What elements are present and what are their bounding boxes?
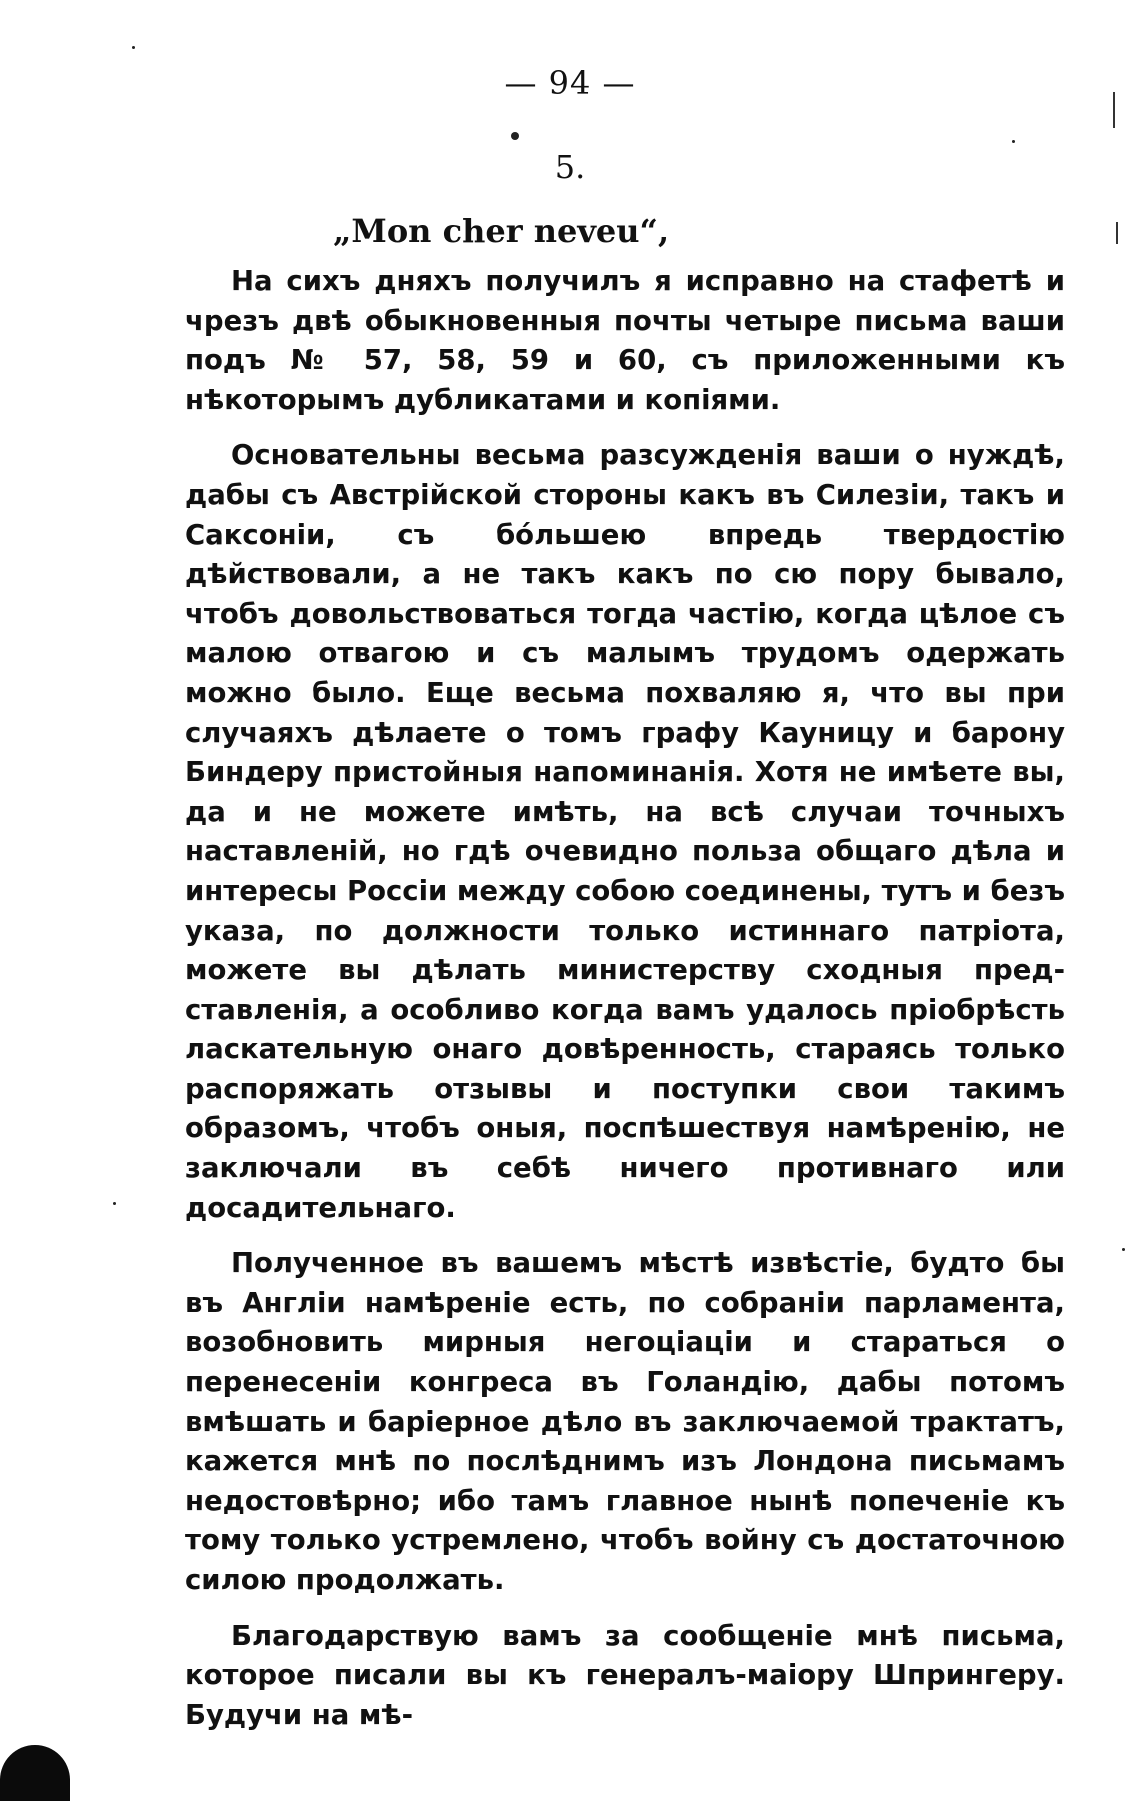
paragraph-2: Основательны весьма разсужденія ваши о нуждѣ, дабы съ Австрійской стороны какъ въ Силезіи, такъ и Саксоніи, съ бо́льшею впредь твердостію дѣйствовали, а не такъ какъ по сю пору бывало, чтобъ довольствоваться тогда частію, когда цѣлое съ малою отвагою и съ малымъ трудомъ одержать можно было. Еще весьма похваляю я, что вы при случаяхъ дѣлаете о томъ графу Кауницу и барону Биндеру пристойныя напоминанія. Хотя не имѣете вы, да и не можете имѣть, на всѣ случаи точныхъ наставленій, но гдѣ очевидно польза общаго дѣла и интересы Россіи между собою соединены, тутъ и безъ указа, по должности только истиннаго патріота, можете вы дѣлать министерству сходныя представленія, а особливо когда вамъ удалось пріобрѣсть ласкательную онаго довѣренность, стараясь только распоряжать отзывы и поступки свои такимъ образомъ, чтобъ оныя, поспѣшествуя намѣренію, не заключали въ себѣ ничего противнаго или досадительнаго.: [185, 439, 1065, 1224]
ink-speck: [1012, 140, 1015, 143]
section-number: 5.: [554, 148, 586, 186]
ink-speck: [132, 46, 135, 49]
ink-speck: [1122, 1248, 1125, 1251]
letter-body: [185, 262, 1065, 1751]
page-edge-mark: [1116, 222, 1118, 244]
paragraph-1: На сихъ дняхъ получилъ я исправно на стафетѣ и чрезъ двѣ обыкновенныя почты четыре письма ваши подъ № 57, 58, 59 и 60, съ приложенными къ нѣкоторымъ дубликатами и копіями.: [185, 265, 1065, 416]
page-edge-mark: [1113, 92, 1115, 128]
letter-salutation: „Mon cher neveu“,: [333, 212, 670, 250]
ink-blot: [0, 1745, 70, 1801]
page-number: — 94 —: [504, 64, 636, 102]
paragraph-4: Благодарствую вамъ за сообщеніе мнѣ письма, которое писали вы къ генералъ-маіору Шпрингеру. Будучи на мѣ-: [185, 1619, 1065, 1731]
paragraph-3: Полученное въ вашемъ мѣстѣ извѣстіе, будто бы въ Англіи намѣреніе есть, по собраніи парламента, возобновить мирныя негоціаціи и стараться о перенесеніи конгреса въ Голандію, дабы потомъ вмѣшать и баріерное дѣло въ заключаемой трактатъ, кажется мнѣ по послѣднимъ изъ Лондона письмамъ недостовѣрно; ибо тамъ главное нынѣ попеченіе къ тому только устремлено, чтобъ войну съ достаточною силою продолжать.: [185, 1247, 1065, 1596]
ink-speck: [511, 132, 519, 140]
ink-speck: [113, 1202, 116, 1205]
